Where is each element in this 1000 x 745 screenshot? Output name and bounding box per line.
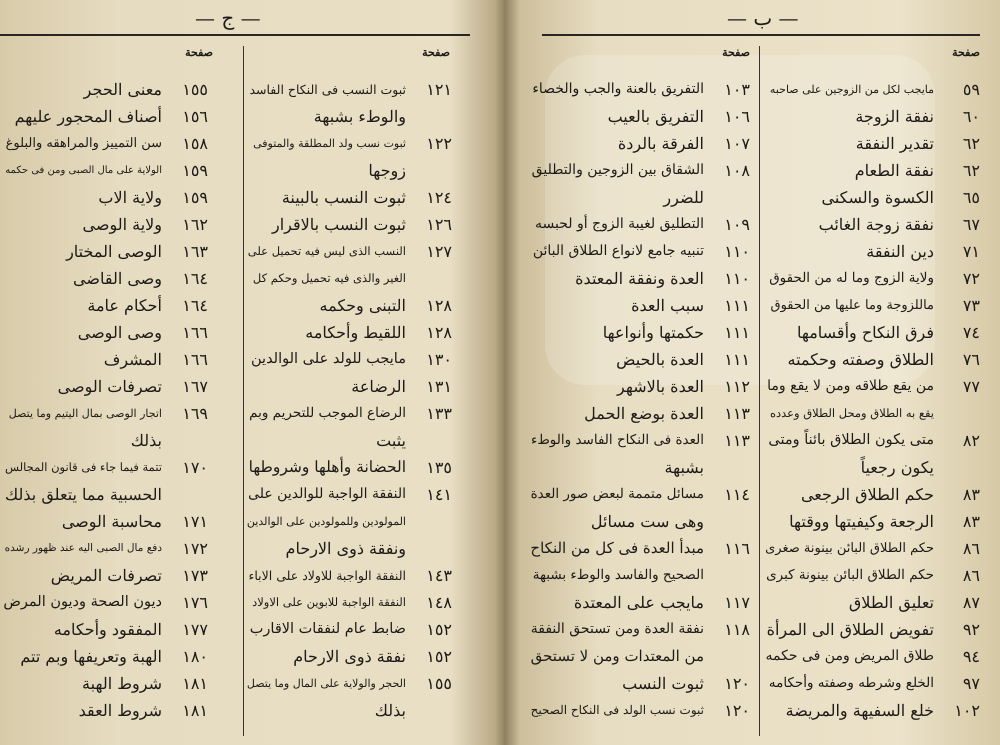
page-ref: ١٢١ xyxy=(426,80,452,99)
index-entry xyxy=(765,427,980,454)
entry-title: يثبت xyxy=(376,431,406,450)
page-ref: ١١٠ xyxy=(724,242,750,261)
index-entry xyxy=(530,481,750,508)
page-ref: ١٢٠ xyxy=(724,701,750,720)
page-ref: ١٨١ xyxy=(182,701,208,720)
page-ref: ١٦٦ xyxy=(182,350,208,369)
entry-title: خلع السفيهة والمريضة xyxy=(785,701,934,720)
index-entry xyxy=(530,400,750,427)
index-entry xyxy=(247,346,452,373)
page-ref: ١٦٧ xyxy=(182,377,208,396)
index-entry xyxy=(530,130,750,157)
page-ref: ١٠٢ xyxy=(954,701,980,720)
page-ref: ١٧٦ xyxy=(182,593,208,612)
entry-title: التطليق لغيبة الزوج أو لحبسه xyxy=(534,216,704,232)
page-ref: ١٨٠ xyxy=(182,647,208,666)
entry-title: الحضانة وأهلها وشروطها xyxy=(248,458,406,476)
entry-title: للضرر xyxy=(663,188,704,207)
index-entry xyxy=(765,103,980,130)
index-entry xyxy=(3,589,208,616)
page-ref: ١٢٢ xyxy=(426,134,452,153)
entry-title: فرق النكاح وأقسامها xyxy=(796,323,934,342)
page-ref: ١٣٠ xyxy=(426,350,452,369)
index-entry xyxy=(3,562,208,589)
entry-title: المشرف xyxy=(103,350,162,369)
page-ref: ٩٤ xyxy=(962,647,980,666)
entry-title: ثبوت النسب xyxy=(622,674,704,693)
entry-title: حكمتها وأنواعها xyxy=(602,323,704,342)
entry-title: أحكام عامة xyxy=(87,296,162,315)
page-ref: ٨٢ xyxy=(962,431,980,450)
page-ref: ٧١ xyxy=(962,242,980,261)
index-entry xyxy=(3,184,208,211)
index-entry xyxy=(3,157,208,184)
entry-title: تنبيه جامع لانواع الطلاق البائن xyxy=(532,243,704,259)
page-ref: ١٠٨ xyxy=(724,161,750,180)
index-entry xyxy=(530,616,750,643)
index-entry xyxy=(765,481,980,508)
page-ref: ١٠٩ xyxy=(724,215,750,234)
index-entry xyxy=(3,481,208,508)
page-ref: ١٨١ xyxy=(182,674,208,693)
page-ref: ١١٣ xyxy=(724,404,750,423)
entry-title: من يقع طلاقه ومن لا يقع وما xyxy=(767,378,934,394)
index-entry xyxy=(247,481,452,508)
entry-title: الخلع وشرطه وصفته وأحكامه xyxy=(768,675,934,691)
page-ref: ١٦٢ xyxy=(182,215,208,234)
entry-title: الولاية على مال الصبى ومن فى حكمه xyxy=(5,165,162,176)
index-entry xyxy=(765,616,980,643)
entry-title: يكون رجعياً xyxy=(860,458,934,477)
entry-title: ضابط عام لنفقات الاقارب xyxy=(249,621,406,637)
entry-title: دفع مال الصبى اليه عند ظهور رشده xyxy=(4,542,162,554)
page-ref: ١١٣ xyxy=(724,431,750,450)
index-entry xyxy=(3,373,208,400)
entry-title: مسائل متممة لبعض صور العدة xyxy=(530,486,704,502)
entry-title: النفقة الواجبة للوالدين على xyxy=(248,486,406,502)
index-entry xyxy=(247,508,452,535)
page-ref: ١٧١ xyxy=(182,512,208,531)
entry-title: الطلاق وصفته وحكمته xyxy=(787,350,934,369)
index-entry xyxy=(3,76,208,103)
entry-title: النفقة الواجبة للاولاد على الاباء xyxy=(248,568,406,583)
entry-title: الصحيح والفاسد والوطء بشبهة xyxy=(532,567,704,583)
entry-title: اللقيط وأحكامه xyxy=(305,323,406,342)
index-entry xyxy=(3,508,208,535)
page-ref: ٧٦ xyxy=(962,350,980,369)
entry-title: ثبوت النسب بالبينة xyxy=(281,188,406,207)
page-ref: ١٣٥ xyxy=(426,458,452,477)
page-ref: ١٧٠ xyxy=(182,458,208,477)
index-entry xyxy=(3,670,208,697)
entry-title: الغير والذى فيه تحميل وحكم كل xyxy=(252,271,406,285)
entry-title: المولودين وللمولودين على الوالدين xyxy=(246,515,406,528)
entry-title: العدة بالحيض xyxy=(616,350,704,369)
index-entry xyxy=(765,562,980,589)
index-entry xyxy=(765,238,980,265)
page-number: — ج — xyxy=(195,6,261,30)
index-entry xyxy=(765,670,980,697)
index-entry xyxy=(3,643,208,670)
entry-title: مبدأ العدة فى كل من النكاح xyxy=(530,539,704,557)
page-ref: ١٠٧ xyxy=(724,134,750,153)
index-entry xyxy=(247,103,452,130)
index-entry xyxy=(765,373,980,400)
page-ref: ٦٢ xyxy=(962,161,980,180)
page-ref: ١١١ xyxy=(724,323,750,342)
entry-title: شروط الهبة xyxy=(82,674,162,693)
index-entry xyxy=(765,535,980,562)
index-entry xyxy=(765,76,980,103)
index-entry xyxy=(247,562,452,589)
index-entry xyxy=(3,103,208,130)
page-ref: ١٤٣ xyxy=(426,566,452,585)
page-ref: ١٤١ xyxy=(426,485,452,504)
index-entry xyxy=(3,319,208,346)
index-entry xyxy=(247,616,452,643)
index-entry xyxy=(247,319,452,346)
page-ref: ١٣١ xyxy=(426,377,452,396)
page-ref: ١٧٣ xyxy=(182,566,208,585)
page-ref: ٦٢ xyxy=(962,134,980,153)
index-entry xyxy=(3,265,208,292)
index-entry xyxy=(3,400,208,427)
index-entry xyxy=(765,130,980,157)
entry-title: ثبوت النسب بالاقرار xyxy=(271,215,406,234)
index-entry xyxy=(765,211,980,238)
page-ref: ٨٧ xyxy=(962,593,980,612)
page-ref: ١١٦ xyxy=(724,539,750,558)
page-ref: ١٦٤ xyxy=(182,296,208,315)
entry-title: تعليق الطلاق xyxy=(848,593,934,612)
left-page xyxy=(0,0,488,745)
index-entry xyxy=(247,130,452,157)
entry-title: الشقاق بين الزوجين والتطليق xyxy=(531,162,704,178)
column-header: صفحة xyxy=(722,46,750,59)
entry-title: ونفقة ذوى الارحام xyxy=(285,539,406,558)
page-ref: ١٣٣ xyxy=(426,404,452,423)
page-ref: ٦٧ xyxy=(962,215,980,234)
entry-title: تتمة فيما جاء فى قانون المجالس xyxy=(4,460,162,474)
entry-title: نفقة ذوى الارحام xyxy=(293,647,406,666)
entry-title: تصرفات المريض xyxy=(50,566,162,585)
entry-title: حكم الطلاق الرجعى xyxy=(800,485,934,504)
index-entry xyxy=(530,427,750,454)
index-column xyxy=(530,76,750,724)
page-ref: ٦٠ xyxy=(962,107,980,126)
index-entry xyxy=(3,427,208,454)
page-ref: ١٢٠ xyxy=(724,674,750,693)
page-ref: ١١١ xyxy=(724,296,750,315)
entry-title: نفقة العدة ومن تستحق النفقة xyxy=(530,621,704,637)
index-entry xyxy=(530,211,750,238)
index-entry xyxy=(247,589,452,616)
page-ref: ٧٧ xyxy=(962,377,980,396)
entry-title: نفقة زوجة الغائب xyxy=(818,215,934,234)
entry-title: معنى الحجر xyxy=(83,80,162,99)
index-entry xyxy=(247,292,452,319)
page-ref: ١١٠ xyxy=(724,269,750,288)
page-ref: ١٥٢ xyxy=(426,620,452,639)
entry-title: التبنى وحكمه xyxy=(319,296,406,315)
page-ref: ١٥٢ xyxy=(426,647,452,666)
entry-title: الكسوة والسكنى xyxy=(821,188,934,207)
column-header: صفحة xyxy=(952,46,980,59)
index-entry xyxy=(530,454,750,481)
page-ref: ٦٥ xyxy=(962,188,980,207)
entry-title: العدة بوضع الحمل xyxy=(584,404,704,423)
column-header: صفحة xyxy=(422,46,450,59)
index-entry xyxy=(765,589,980,616)
page-ref: ٨٣ xyxy=(962,512,980,531)
page-ref: ١٢٧ xyxy=(426,242,452,261)
entry-title: العدة ونفقة المعتدة xyxy=(575,269,704,288)
index-entry xyxy=(530,265,750,292)
page-ref: ١٥٥ xyxy=(182,80,208,99)
entry-title: العدة بالاشهر xyxy=(617,377,704,396)
entry-title: الرجعة وكيفيتها ووقتها xyxy=(789,512,934,531)
index-entry xyxy=(247,211,452,238)
index-entry xyxy=(247,670,452,697)
index-entry xyxy=(530,508,750,535)
entry-title: وصى الوصى xyxy=(77,323,162,342)
page-ref: ٩٧ xyxy=(962,674,980,693)
index-entry xyxy=(3,130,208,157)
column-header: صفحة xyxy=(185,46,213,59)
index-entry xyxy=(247,265,452,292)
entry-title: ولاية الزوج وما له من الحقوق xyxy=(769,270,934,286)
column-divider xyxy=(759,46,760,736)
index-entry xyxy=(530,697,750,724)
page-ref: ١٢٤ xyxy=(426,188,452,207)
page-ref: ١٥٩ xyxy=(182,188,208,207)
entry-title: وهى ست مسائل xyxy=(590,512,704,531)
index-entry xyxy=(247,697,452,724)
page-ref: ١١١ xyxy=(724,350,750,369)
entry-title: ماللزوجة وما عليها من الحقوق xyxy=(770,298,934,313)
entry-title: ثبوت نسب ولد المطلقة والمتوفى xyxy=(253,137,406,150)
index-entry xyxy=(765,292,980,319)
index-entry xyxy=(3,535,208,562)
entry-title: محاسبة الوصى xyxy=(61,512,162,531)
entry-title: من المعتدات ومن لا تستحق xyxy=(530,647,704,665)
entry-title: اتجار الوصى بمال اليتيم وما يتصل xyxy=(8,407,162,420)
index-entry xyxy=(765,697,980,724)
index-entry xyxy=(247,184,452,211)
index-entry xyxy=(765,508,980,535)
column-divider xyxy=(243,46,244,736)
index-entry xyxy=(765,454,980,481)
page-ref: ١١٢ xyxy=(724,377,750,396)
page-ref: ١٧٧ xyxy=(182,620,208,639)
entry-title: التفريق بالعنة والجب والخصاء xyxy=(532,81,704,97)
index-column xyxy=(247,76,452,724)
page-ref: ١٥٥ xyxy=(426,674,452,693)
index-entry xyxy=(247,373,452,400)
entry-title: حكم الطلاق البائن بينونة صغرى xyxy=(765,541,934,556)
page-ref: ١١٤ xyxy=(724,485,750,504)
index-entry xyxy=(247,454,452,481)
index-entry xyxy=(530,319,750,346)
entry-title: حكم الطلاق البائن بينونة كبرى xyxy=(766,567,934,583)
index-entry xyxy=(247,643,452,670)
entry-title: الحجر والولاية على المال وما يتصل xyxy=(246,677,406,690)
page-ref: ١٥٨ xyxy=(182,134,208,153)
right-page xyxy=(512,0,1000,745)
page-ref: ١٤٨ xyxy=(426,593,452,612)
index-entry xyxy=(247,535,452,562)
entry-title: وصى القاضى xyxy=(73,269,162,288)
page-ref: ١٦٩ xyxy=(182,404,208,423)
entry-title: النسب الذى ليس فيه تحميل على xyxy=(247,244,406,258)
index-entry xyxy=(3,211,208,238)
index-entry xyxy=(530,238,750,265)
entry-title: نفقة الطعام xyxy=(854,161,934,180)
entry-title: العدة فى النكاح الفاسد والوطء xyxy=(530,432,704,448)
entry-title: مايجب لكل من الزوجين على صاحبه xyxy=(769,83,934,96)
index-entry xyxy=(530,76,750,103)
entry-title: ولاية الاب xyxy=(98,188,162,207)
entry-title: التفريق بالعيب xyxy=(607,107,704,126)
entry-title: بشبهة xyxy=(664,458,704,477)
index-entry xyxy=(765,184,980,211)
entry-title: سن التمييز والمراهقه والبلوغ xyxy=(5,136,162,151)
entry-title: الفرقة بالردة xyxy=(617,134,704,153)
page-ref: ٨٦ xyxy=(962,566,980,585)
entry-title: سبب العدة xyxy=(631,296,704,315)
entry-title: الحسبية مما يتعلق بذلك xyxy=(5,485,162,504)
index-entry xyxy=(765,346,980,373)
page-ref: ١٥٩ xyxy=(182,161,208,180)
index-entry xyxy=(765,265,980,292)
page-ref: ٧٢ xyxy=(962,269,980,288)
page-ref: ١٥٦ xyxy=(182,107,208,126)
page-ref: ٧٣ xyxy=(962,296,980,315)
entry-title: ولاية الوصى xyxy=(82,215,162,234)
index-entry xyxy=(530,589,750,616)
index-entry xyxy=(247,400,452,427)
entry-title: ثبوت النسب فى النكاح الفاسد xyxy=(249,82,406,97)
entry-title: تقدير النفقة xyxy=(855,134,934,153)
entry-title: تصرفات الوصى xyxy=(57,377,162,396)
index-entry xyxy=(530,562,750,589)
index-entry xyxy=(3,292,208,319)
entry-title: والوطء بشبهة xyxy=(313,107,406,126)
index-entry xyxy=(530,535,750,562)
page-ref: ١٦٦ xyxy=(182,323,208,342)
page-ref: ١٢٨ xyxy=(426,296,452,315)
page-ref: ٥٩ xyxy=(962,80,980,99)
entry-title: متى يكون الطلاق بائناً ومتى xyxy=(768,432,934,448)
index-entry xyxy=(530,346,750,373)
entry-title: الهبة وتعريفها وبم تتم xyxy=(20,647,162,666)
entry-title: أصناف المحجور عليهم xyxy=(14,107,162,126)
entry-title: ديون الصحة وديون المرض xyxy=(3,594,162,610)
index-entry xyxy=(765,400,980,427)
index-column xyxy=(3,76,208,724)
index-column xyxy=(765,76,980,724)
index-entry xyxy=(530,157,750,184)
index-entry xyxy=(3,238,208,265)
index-entry xyxy=(530,670,750,697)
page-ref: ٨٣ xyxy=(962,485,980,504)
entry-title: الرضاع الموجب للتحريم وبم xyxy=(249,405,406,421)
page-ref: ١٦٣ xyxy=(182,242,208,261)
index-entry xyxy=(765,643,980,670)
entry-title: نفقة الزوجة xyxy=(855,107,934,126)
header-rule xyxy=(0,34,470,36)
index-entry xyxy=(247,427,452,454)
entry-title: شروط العقد xyxy=(78,701,162,720)
page-ref: ١٠٦ xyxy=(724,107,750,126)
page-ref: ١١٧ xyxy=(724,593,750,612)
entry-title: تفويض الطلاق الى المرأة xyxy=(766,620,934,639)
index-entry xyxy=(530,373,750,400)
entry-title: مايجب على المعتدة xyxy=(573,593,704,612)
page-ref: ٩٢ xyxy=(962,620,980,639)
header-rule xyxy=(542,34,980,36)
index-entry xyxy=(530,184,750,211)
entry-title: الوصى المختار xyxy=(66,242,162,261)
index-entry xyxy=(3,454,208,481)
entry-title: النفقة الواجبة للابوين على الاولاد xyxy=(252,595,406,609)
page-ref: ١٧٢ xyxy=(182,539,208,558)
entry-title: زوجها xyxy=(368,161,406,180)
index-entry xyxy=(247,238,452,265)
page-ref: ١٢٨ xyxy=(426,323,452,342)
entry-title: المفقود وأحكامه xyxy=(53,620,162,639)
index-entry xyxy=(3,697,208,724)
page-ref: ١٢٦ xyxy=(426,215,452,234)
page-ref: ٨٦ xyxy=(962,539,980,558)
index-entry xyxy=(247,76,452,103)
entry-title: الرضاعة xyxy=(351,377,406,396)
page-ref: ١٦٤ xyxy=(182,269,208,288)
index-entry xyxy=(530,292,750,319)
entry-title: ثبوت نسب الولد فى النكاح الصحيح xyxy=(530,703,704,717)
index-entry xyxy=(530,103,750,130)
entry-title: دين النفقة xyxy=(866,242,934,261)
index-entry xyxy=(247,157,452,184)
entry-title: طلاق المريض ومن فى حكمه xyxy=(765,648,934,664)
page-number: — ب — xyxy=(727,6,799,30)
index-entry xyxy=(765,319,980,346)
page-ref: ١٠٣ xyxy=(724,80,750,99)
entry-title: بذلك xyxy=(374,701,406,720)
entry-title: بذلك xyxy=(130,431,162,450)
entry-title: يقع به الطلاق ومحل الطلاق وعدده xyxy=(769,406,934,420)
page-ref: ٧٤ xyxy=(962,323,980,342)
entry-title: مايجب للولد على الوالدين xyxy=(251,351,406,367)
index-entry xyxy=(3,346,208,373)
index-entry xyxy=(3,616,208,643)
index-entry xyxy=(765,157,980,184)
index-entry xyxy=(530,643,750,670)
page-ref: ١١٨ xyxy=(724,620,750,639)
